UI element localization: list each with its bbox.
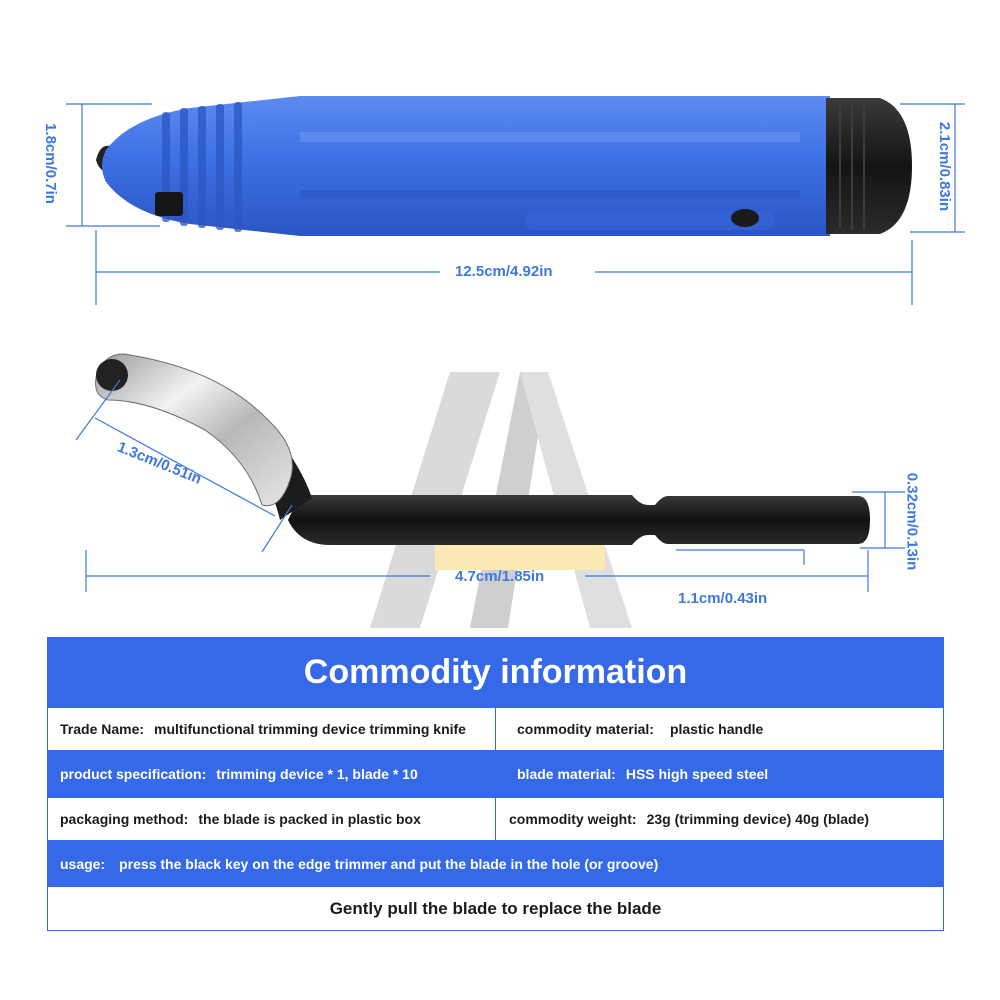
- table-row: [48, 797, 943, 841]
- trade-name-cell: [60, 708, 466, 750]
- table-title: Commodity information: [48, 638, 943, 707]
- table-row: [48, 707, 943, 751]
- blade-material-label: blade material:: [517, 766, 616, 782]
- usage-value: press the black key on the edge trimmer and put the blade in the hole (or groove): [119, 856, 659, 872]
- handle-large-diameter-label: 2.1cm/0.83in: [936, 121, 954, 212]
- blade-length-label: 4.7cm/1.85in: [455, 568, 545, 585]
- packaging-value: the blade is packed in plastic box: [198, 811, 421, 827]
- material-label: commodity material:: [517, 721, 654, 737]
- packaging-cell: [60, 798, 421, 840]
- material-cell: [517, 708, 763, 750]
- column-divider: [495, 708, 496, 750]
- trimmer-handle: [96, 96, 912, 236]
- shank-length-label: 1.1cm/0.43in: [678, 590, 768, 607]
- blade-material-value: HSS high speed steel: [625, 766, 769, 782]
- material-value: plastic handle: [669, 721, 764, 737]
- handle-small-diameter-label: 1.8cm/0.7in: [41, 123, 59, 204]
- footer-note: Gently pull the blade to replace the blade: [329, 898, 662, 918]
- table-row: [48, 841, 943, 887]
- weight-value: 23g (trimming device) 40g (blade): [646, 811, 870, 827]
- spec-cell: [60, 751, 418, 797]
- shank-diameter-label: 0.32cm/0.13in: [903, 472, 921, 571]
- packaging-label: packaging method:: [60, 811, 189, 827]
- usage-label: usage:: [60, 856, 106, 872]
- blade-material-cell: [517, 751, 768, 797]
- blade-width-label: 1.3cm/0.51in: [114, 438, 204, 488]
- spec-label: product specification:: [60, 766, 207, 782]
- column-divider: [495, 798, 496, 840]
- weight-label: commodity weight:: [509, 811, 637, 827]
- commodity-info-table: [47, 637, 944, 931]
- weight-cell: [509, 798, 869, 840]
- usage-cell: [60, 841, 658, 887]
- handle-length-label: 12.5cm/4.92in: [455, 263, 553, 280]
- table-row: [48, 751, 943, 797]
- table-row: [48, 887, 943, 930]
- trade-name-value: multifunctional trimming device trimming knife: [154, 721, 466, 737]
- trade-name-label: Trade Name:: [60, 721, 145, 737]
- spec-value: trimming device * 1, blade * 10: [216, 766, 418, 782]
